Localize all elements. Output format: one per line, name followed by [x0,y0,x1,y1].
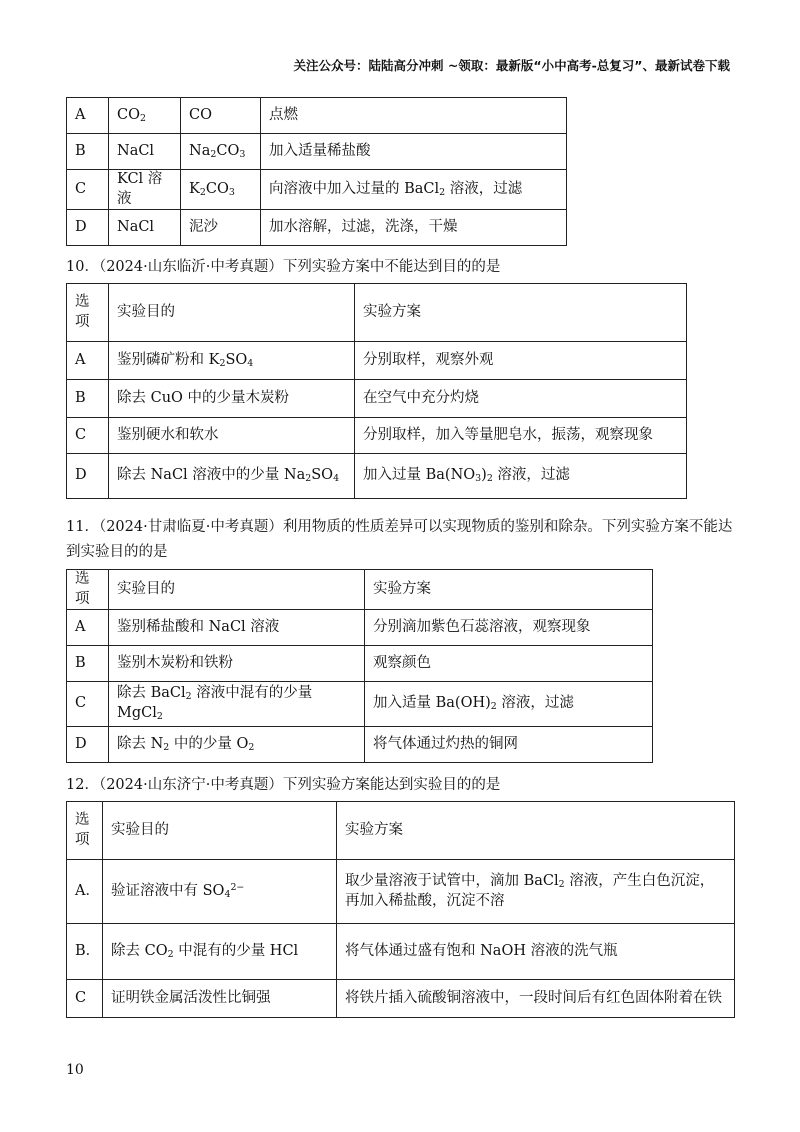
plan-cell: 在空气中充分灼烧 [355,380,687,418]
page-number: 10 [66,1062,84,1078]
table-row [67,342,687,380]
table-row [67,98,567,134]
method-cell: 加水溶解，过滤，洗涤，干燥 [261,210,567,246]
q11-title-line2: 到实验目的的是 [66,544,168,561]
option-cell: C [67,682,109,727]
option-cell: B [67,134,109,170]
header-plan: 实验方案 [355,284,687,342]
table-row [67,924,735,980]
table-row [67,454,687,499]
option-cell: A [67,610,109,646]
table-row [67,860,735,924]
header-option: 选项 [67,570,109,610]
option-cell: B． [67,924,103,980]
purpose-cell: 鉴别木炭粉和铁粉 [109,646,365,682]
purpose-cell: 鉴别稀盐酸和 NaCl 溶液 [109,610,365,646]
plan-cell: 分别取样，加入等量肥皂水，振荡，观察现象 [355,418,687,454]
table-header-row [67,284,687,342]
purpose-cell: 验证溶液中有 $SO_4^{2-}$ [103,860,337,924]
plan-cell: 观察颜色 [365,646,653,682]
purpose-cell: 除去 CuO 中的少量木炭粉 [109,380,355,418]
option-cell: C [67,170,109,210]
q10-title: 10．（2024·山东临沂·中考真题）下列实验方案中不能达到目的的是 [66,259,501,275]
impurity-cell: 泥沙 [181,210,261,246]
purpose-cell: 除去 BaCl$_2$ 溶液中混有的少量 MgCl$_2$ [109,682,365,727]
plan-cell: 加入适量 $Ba(OH)_2$ 溶液，过滤 [365,682,653,727]
table-row [67,170,567,210]
purpose-cell: 除去 $CO_2$ 中混有的少量 HCl [103,924,337,980]
table-row [67,380,687,418]
option-cell: A [67,98,109,134]
purpose-cell: 鉴别磷矿粉和 $K_2SO_4$ [109,342,355,380]
q11-title-line1: 11．（2024·甘肃临夏·中考真题）利用物质的性质差异可以实现物质的鉴别和除杂。下列实验方案不能达 [66,519,733,535]
q11-table [66,569,653,763]
header-purpose: 实验目的 [103,802,337,860]
option-cell: D [67,727,109,763]
plan-cell: 将气体通过灼热的铜网 [365,727,653,763]
purpose-cell: 鉴别硬水和软水 [109,418,355,454]
plan-cell: 分别滴加紫色石蕊溶液，观察现象 [365,610,653,646]
header-plan: 实验方案 [337,802,735,860]
option-cell: B [67,646,109,682]
plan-cell: 将铁片插入硫酸铜溶液中，一段时间后有红色固体附着在铁 [337,980,735,1018]
purpose-cell: 除去 $N_2$ 中的少量 $O_2$ [109,727,365,763]
impurity-cell: $Na_2CO_3$ [181,134,261,170]
purpose-cell: 除去 NaCl 溶液中的少量 $Na_2SO_4$ [109,454,355,499]
plan-cell: 分别取样，观察外观 [355,342,687,380]
table-row [67,727,653,763]
q12-table [66,801,735,1018]
substance-cell: $CO_2$ [109,98,181,134]
method-cell: 加入适量稀盐酸 [261,134,567,170]
purpose-cell: 证明铁金属活泼性比铜强 [103,980,337,1018]
page-header: 关注公众号：陆陆高分冲刺 ~领取：最新版“小中高考-总复习”、最新试卷下载 [293,58,730,73]
q12-title: 12．（2024·山东济宁·中考真题）下列实验方案能达到实验目的的是 [66,777,501,793]
header-option: 选项 [67,802,103,860]
table-header-row [67,570,653,610]
option-cell: C [67,980,103,1018]
option-cell: B [67,380,109,418]
table-row [67,980,735,1018]
table-row [67,682,653,727]
table-header-row [67,802,735,860]
substance-cell: NaCl [109,134,181,170]
header-purpose: 实验目的 [109,284,355,342]
table-row [67,134,567,170]
impurity-cell: CO [181,98,261,134]
table-row [67,418,687,454]
table-row [67,610,653,646]
header-option: 选项 [67,284,109,342]
option-cell: A． [67,860,103,924]
method-cell: 点燃 [261,98,567,134]
option-cell: D [67,210,109,246]
option-cell: D [67,454,109,499]
option-cell: A [67,342,109,380]
q11-title [66,515,736,566]
substance-cell: NaCl [109,210,181,246]
q9-table [66,97,567,246]
impurity-cell: $K_2CO_3$ [181,170,261,210]
table-row [67,646,653,682]
q10-table [66,283,687,499]
substance-cell: KCl 溶液 [109,170,181,210]
option-cell: C [67,418,109,454]
plan-cell: 加入过量 $Ba(NO_3)_2$ 溶液，过滤 [355,454,687,499]
method-cell: 向溶液中加入过量的 BaCl$_2$ 溶液，过滤 [261,170,567,210]
plan-cell: 将气体通过盛有饱和 NaOH 溶液的洗气瓶 [337,924,735,980]
table-row [67,210,567,246]
header-plan: 实验方案 [365,570,653,610]
plan-cell: 取少量溶液于试管中，滴加 BaCl$_2$ 溶液，产生白色沉淀，再加入稀盐酸，沉淀不溶 [337,860,735,924]
header-purpose: 实验目的 [109,570,365,610]
